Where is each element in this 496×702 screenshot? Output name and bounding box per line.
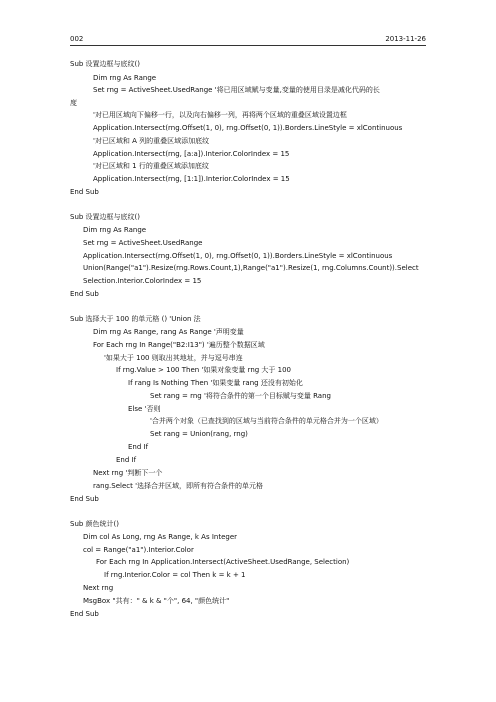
code-line: Next rng [83, 584, 114, 592]
code-line: Union(Range("a1").Resize(rng.Rows.Count,1),Range("a1").Resize(1, rng.Columns.Count)).Select [83, 264, 419, 272]
code-line: '如果大于 100 则取出其地址，并与逗号串连 [104, 354, 243, 362]
code-line: Sub 设置边框与底纹() [70, 213, 141, 221]
code-line: '对已区域和 A 列的重叠区域添加底纹 [93, 137, 210, 145]
code-line: Application.Intersect(rng, [1:1]).Interior.ColorIndex = 15 [93, 175, 290, 183]
code-line: End If [128, 443, 149, 451]
code-line: rang.Select '选择合并区域，即所有符合条件的单元格 [93, 482, 264, 490]
code-line: 度 [70, 99, 77, 107]
code-line: Dim rng As Range [93, 74, 157, 82]
code-line: End Sub [70, 290, 99, 298]
code-line: End Sub [70, 495, 99, 503]
code-line: Sub 设置边框与底纹() [70, 60, 141, 68]
code-line: '对已用区域向下偏移一行，以及向右偏移一列，再将两个区域的重叠区域设置边框 [93, 111, 347, 119]
code-line: MsgBox "共有：" & k & "个", 64, "颜色统计" [83, 597, 230, 605]
code-line: col = Range("a1").Interior.Color [83, 546, 194, 554]
header-rule [70, 45, 426, 46]
code-line: Sub 颜色统计() [70, 520, 120, 528]
code-line: Dim rng As Range, rang As Range '声明变量 [93, 328, 244, 336]
code-line: Else '否则 [128, 405, 161, 413]
code-line: If rng.Value > 100 Then '如果对象变量 rng 大于 100 [116, 366, 292, 374]
code-line: Application.Intersect(rng, [a:a]).Interior.ColorIndex = 15 [93, 150, 290, 158]
code-line: '对已区域和 1 行的重叠区域添加底纹 [93, 162, 209, 170]
code-line: For Each rng In Range("B2:I13") '遍历整个数据区域 [93, 341, 265, 349]
code-line: Set rang = Union(rang, rng) [150, 430, 248, 438]
code-line: '合并两个对象（已查找到的区域与当前符合条件的单元格合并为一个区域） [150, 417, 383, 425]
code-line: Set rng = ActiveSheet.UsedRange [83, 239, 203, 247]
code-line: End Sub [70, 610, 99, 618]
code-line: Set rang = rng '将符合条件的第一个目标赋与变量 Rang [150, 392, 331, 400]
code-line: Sub 选择大于 100 的单元格 () 'Union 法 [70, 315, 201, 323]
code-line: Dim col As Long, rng As Range, k As Integer [83, 533, 238, 541]
code-line: Selection.Interior.ColorIndex = 15 [83, 277, 202, 285]
header-date: 2013-11-26 [385, 35, 426, 43]
code-line: If rang Is Nothing Then '如果变量 rang 还没有初始化 [128, 379, 303, 387]
page-header [70, 33, 426, 45]
code-line: Application.Intersect(rng.Offset(1, 0), rng.Offset(0, 1)).Borders.LineStyle = xlContinuous [83, 252, 393, 260]
code-line: End Sub [70, 188, 99, 196]
code-line: Set rng = ActiveSheet.UsedRange '将已用区域赋与变量,变量的使用目录是减化代码的长 [93, 86, 380, 94]
code-line: If rng.Interior.Color = col Then k = k + 1 [104, 571, 246, 579]
code-line: Next rng '判断下一个 [93, 469, 163, 477]
header-left: 002 [70, 35, 84, 43]
code-line: Dim rng As Range [83, 226, 147, 234]
code-line: End If [116, 456, 137, 464]
code-line: Application.Intersect(rng.Offset(1, 0), rng.Offset(0, 1)).Borders.LineStyle = xlContinuous [93, 124, 403, 132]
code-line: For Each rng In Application.Intersect(ActiveSheet.UsedRange, Selection) [96, 558, 350, 566]
